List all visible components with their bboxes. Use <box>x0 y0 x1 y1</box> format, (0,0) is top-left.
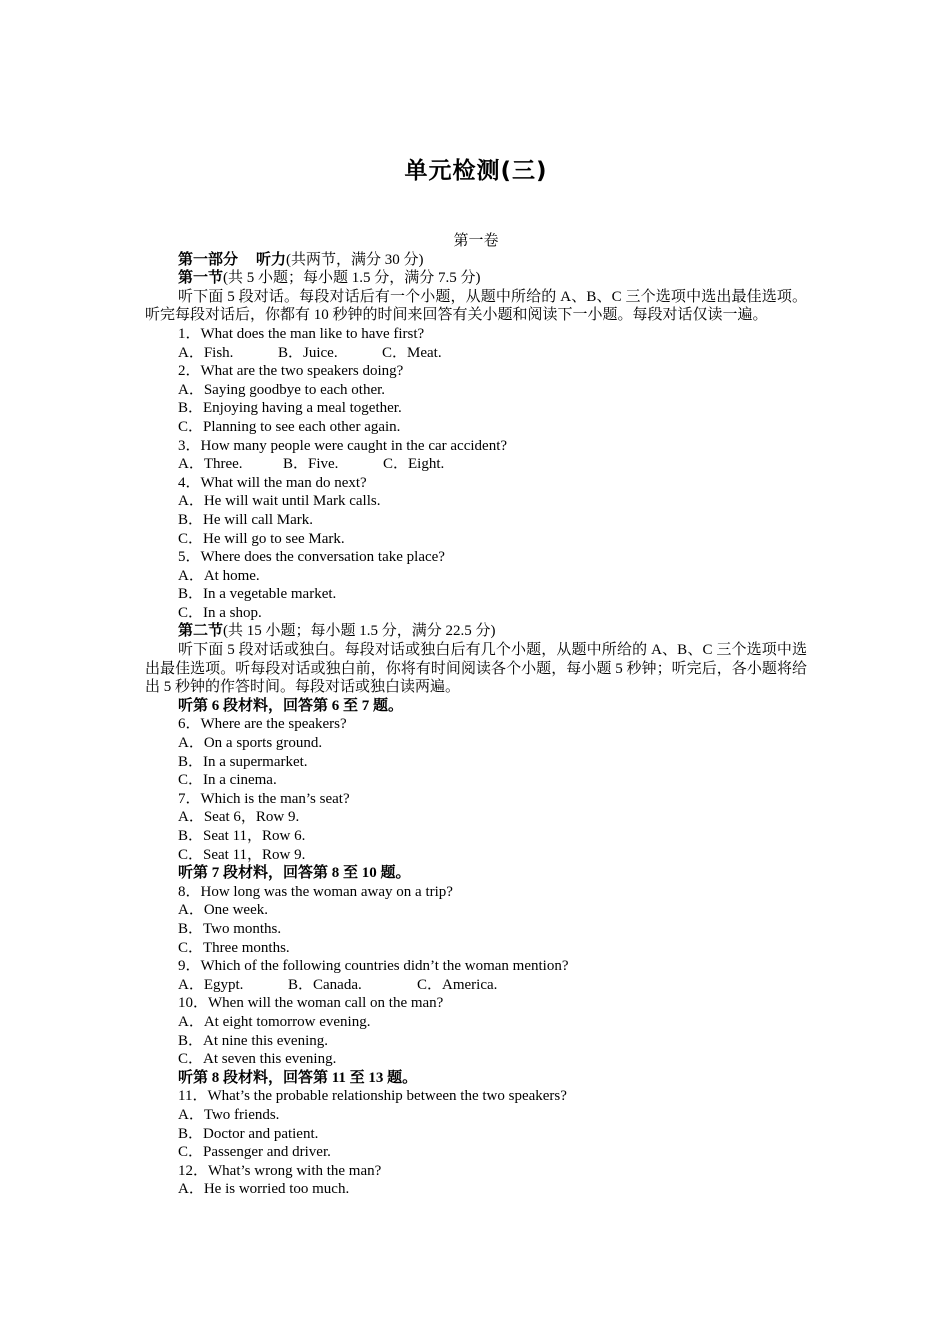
exam-body <box>145 232 807 1199</box>
section2-instruction: 听下面 5 段对话或独白。每段对话或独白后有几个小题，从题中所给的 A、B、C 三个选项中选出最佳选项。听每段对话或独白前，你将有时间阅读各个小题，每小题 5 秒钟；听完后，各小题将给出 5 秒钟的作答时间。每段对话或独白读两遍。 <box>145 642 807 696</box>
option-c: C．Seat 11，Row 9. <box>178 846 306 863</box>
section2-label: 第二节 <box>178 623 224 640</box>
question-stem: 8．How long was the woman away on a trip? <box>178 883 453 900</box>
option-a: A．He will wait until Mark calls. <box>178 493 381 510</box>
option-b: B．In a supermarket. <box>178 753 308 770</box>
section1-note: (共 5 小题；每小题 1.5 分，满分 7.5 分) <box>223 270 481 287</box>
option-a: A．At eight tomorrow evening. <box>178 1013 371 1030</box>
option-a: A．On a sports ground. <box>178 735 323 752</box>
question-stem: 3．How many people were caught in the car accident? <box>178 437 508 454</box>
material-heading: 听第 6 段材料，回答第 6 至 7 题。 <box>178 697 404 714</box>
option-a: A．Three. <box>178 456 243 473</box>
question-stem: 12．What’s wrong with the man? <box>178 1162 382 1179</box>
option-row <box>145 976 807 995</box>
option-a: A．Seat 6，Row 9. <box>178 809 300 826</box>
option-c: C．He will go to see Mark. <box>178 530 345 547</box>
section1-heading <box>145 269 807 288</box>
section2-note: (共 15 小题；每小题 1.5 分，满分 22.5 分) <box>223 623 496 640</box>
volume-heading: 第一卷 <box>453 233 499 249</box>
question-stem: 10．When will the woman call on the man? <box>178 995 444 1012</box>
part1-heading <box>145 251 807 270</box>
option-b: B．Doctor and patient. <box>178 1125 319 1142</box>
option-a: A．Two friends. <box>178 1106 280 1123</box>
option-b: B．Five. <box>283 456 339 473</box>
page-title: 单元检测(三) <box>404 158 548 184</box>
option-b: B．Canada. <box>288 976 362 993</box>
option-b: B．Seat 11，Row 6. <box>178 828 306 844</box>
section1-instruction: 听下面 5 段对话。每段对话后有一个小题，从题中所给的 A、B、C 三个选项中选出最佳选项。听完每段对话后，你都有 10 秒钟的时间来回答有关小题和阅读下一小题。每段对话仅读一遍。 <box>145 288 807 324</box>
option-c: C．In a cinema. <box>178 772 277 789</box>
question-stem: 11．What’s the probable relationship between the two speakers? <box>178 1088 567 1105</box>
option-a: A．Saying goodbye to each other. <box>178 381 386 398</box>
option-c: C．In a shop. <box>178 604 262 621</box>
option-c: C．Planning to see each other again. <box>178 418 401 435</box>
option-b: B．He will call Mark. <box>178 511 313 528</box>
option-b: B．At nine this evening. <box>178 1032 328 1049</box>
option-a: A．One week. <box>178 902 268 919</box>
option-a: A．Fish. <box>178 344 234 361</box>
question-stem: 2．What are the two speakers doing? <box>178 363 404 380</box>
material-heading: 听第 7 段材料，回答第 8 至 10 题。 <box>178 865 411 882</box>
question-stem: 7．Which is the man’s seat? <box>178 790 350 807</box>
option-c: C．Meat. <box>382 344 442 361</box>
section2-heading <box>145 622 807 641</box>
option-c: C．At seven this evening. <box>178 1051 337 1068</box>
option-c: C．Passenger and driver. <box>178 1144 331 1161</box>
option-c: C．Three months. <box>178 939 290 956</box>
question-stem: 4．What will the man do next? <box>178 474 367 491</box>
option-a: A．At home. <box>178 567 260 584</box>
part1-note: (共两节，满分 30 分) <box>286 251 424 268</box>
option-b: B．Juice. <box>278 344 338 361</box>
part1-label: 第一部分 <box>178 251 239 268</box>
option-b: B．In a vegetable market. <box>178 586 337 603</box>
option-a: A．He is worried too much. <box>178 1181 350 1198</box>
option-a: A．Egypt. <box>178 976 244 993</box>
option-c: C．Eight. <box>383 456 445 473</box>
question-stem: 5．Where does the conversation take place? <box>178 549 445 566</box>
question-stem: 9．Which of the following countries didn’t the woman mention? <box>178 958 569 975</box>
option-c: C．America. <box>417 976 498 993</box>
question-stem: 6．Where are the speakers? <box>178 716 347 733</box>
option-row <box>145 344 807 363</box>
option-row <box>145 455 807 474</box>
part1-name: 听力 <box>256 251 287 268</box>
option-b: B．Two months. <box>178 920 282 937</box>
material-heading: 听第 8 段材料，回答第 11 至 13 题。 <box>178 1069 418 1086</box>
option-b: B．Enjoying having a meal together. <box>178 400 402 417</box>
section1-label: 第一节 <box>178 270 224 287</box>
question-stem: 1．What does the man like to have first? <box>178 325 425 342</box>
